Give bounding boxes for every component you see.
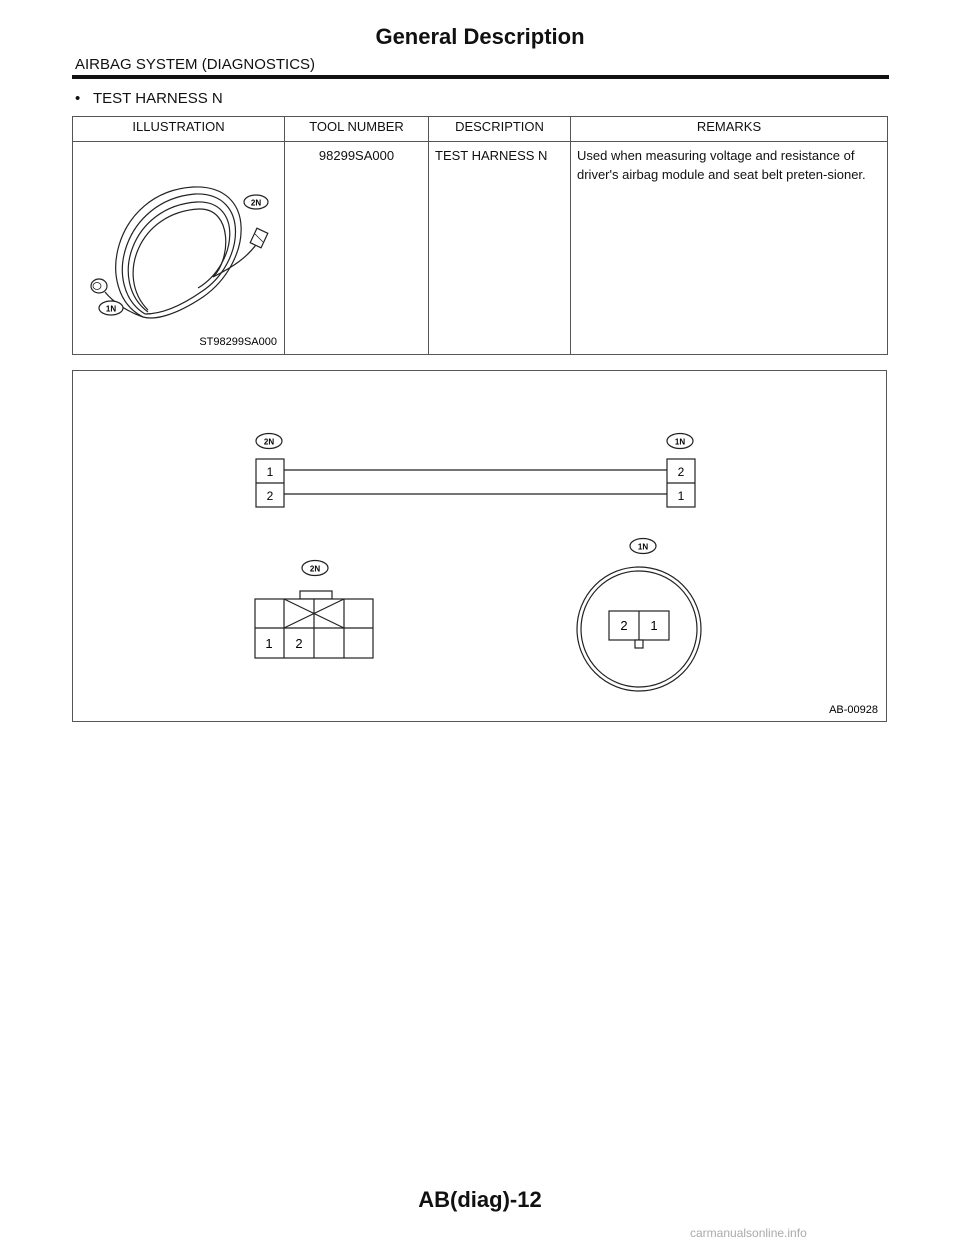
table-header-row	[73, 117, 888, 142]
wiring-diagram-svg	[73, 371, 886, 721]
right-connector-tag: 1N	[674, 437, 686, 447]
left-pin-2: 2	[266, 489, 274, 503]
illustration-code: ST98299SA000	[199, 336, 277, 348]
tool-number-cell: 98299SA000	[285, 142, 429, 355]
wiring-diagram	[72, 370, 887, 722]
header-remarks: REMARKS	[571, 117, 888, 142]
description-cell: TEST HARNESS N	[429, 142, 571, 355]
tag-1n-label: 1N	[105, 304, 117, 314]
square-connector-tag: 2N	[309, 564, 321, 574]
watermark: carmanualsonline.info	[690, 1226, 807, 1240]
round-pin-1: 1	[650, 618, 658, 633]
cable-lead-2n	[213, 242, 258, 277]
bullet-text: TEST HARNESS N	[93, 90, 223, 107]
harness-illustration	[73, 142, 285, 354]
harness-line-diagram	[256, 434, 695, 508]
square-connector	[255, 561, 373, 659]
square-pin-1: 1	[265, 636, 273, 651]
bullet-dot: •	[75, 90, 81, 107]
page-title: General Description	[375, 24, 585, 49]
header-illustration: ILLUSTRATION	[73, 117, 285, 142]
table-row	[73, 142, 888, 355]
right-pin-1: 1	[677, 489, 685, 503]
plug-1n-icon	[91, 279, 107, 293]
page-number: AB(diag)-12	[418, 1187, 542, 1212]
section-label: AIRBAG SYSTEM (DIAGNOSTICS)	[75, 56, 316, 73]
diagram-code: AB-00928	[829, 704, 878, 716]
round-connector-tag: 1N	[637, 542, 649, 552]
tag-2n-label: 2N	[250, 198, 262, 208]
left-pin-1: 1	[266, 465, 274, 479]
header-tool-number: TOOL NUMBER	[285, 117, 429, 142]
header-description: DESCRIPTION	[429, 117, 571, 142]
illustration-cell	[73, 142, 285, 355]
tool-table	[72, 116, 888, 355]
right-pin-2: 2	[677, 465, 685, 479]
cable-coil-1	[116, 187, 241, 318]
bullet-item	[75, 90, 223, 107]
remarks-cell: Used when measuring voltage and resistance of driver's airbag module and seat belt preten-sioner.	[571, 142, 888, 355]
round-pin-2: 2	[620, 618, 628, 633]
left-connector-tag: 2N	[263, 437, 275, 447]
square-pin-2: 2	[295, 636, 303, 651]
plug-2n-icon	[250, 228, 268, 248]
header-rule	[72, 75, 889, 79]
round-connector	[577, 539, 701, 692]
